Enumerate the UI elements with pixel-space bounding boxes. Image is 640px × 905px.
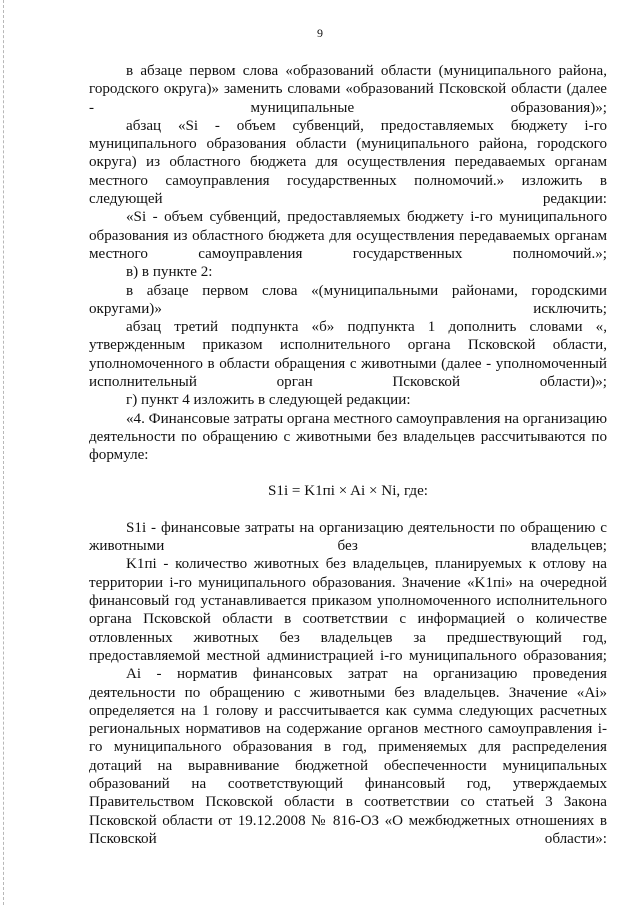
paragraph-5: в абзаце первом слова «(муниципальными районами, городскими округами)» исключить;: [89, 282, 607, 317]
page-edge-line: [3, 0, 4, 905]
paragraph-4: в) в пункте 2:: [126, 264, 213, 281]
paragraph-7: г) пункт 4 изложить в следующей редакции:: [126, 392, 411, 409]
definition-ai: Ai - норматив финансовых затрат на организацию проведения деятельности по обращению с животными без владельцев. Значение «Ai» определяется на 1 голову и рассчитывается как сумма следующих расчетных региональных нормативов на содержание органов местного самоуправления i-го муниципального образования в год, применяемых для распределения дотаций на выравнивание бюджетной обеспеченности муниципальных образований на соответствующий финансовый год, утверждаемых Правительством Псковской области в соответствии со статьей 3 Закона Псковской области от 19.12.2008 № 816-ОЗ «О межбюджетных отношениях в Псковской области»:: [89, 666, 607, 847]
paragraph-3: «Si - объем субвенций, предоставляемых бюджету i-го муниципального образования из областного бюджета для осуществления передаваемых органам местного самоуправления государственных полномочий.»;: [89, 209, 607, 262]
paragraph-1: в абзаце первом слова «образований области (муниципального района, городского округа)» заменить словами «образований Псковской области (далее - муниципальные образования)»;: [89, 63, 607, 116]
page-number: 9: [317, 26, 323, 40]
document-body: [89, 62, 607, 848]
definition-s1i: S1i - финансовые затраты на организацию деятельности по обращению с животными без владельцев;: [89, 519, 607, 555]
paragraph-6: абзац третий подпункта «б» подпункта 1 дополнить словами «, утвержденным приказом исполнительного органа Псковской области, уполномоченного в области обращения с животными (далее - уполномоченный исполнительный орган Псковской области)»;: [89, 319, 607, 391]
paragraph-8: «4. Финансовые затраты органа местного самоуправления на организацию деятельности по обращению с животными без владельцев рассчитываются по формуле:: [89, 410, 607, 464]
paragraph-2: абзац «Si - объем субвенций, предоставляемых бюджету i-го муниципального образования области (муниципального района, городского округа) из областного бюджета для осуществления передаваемых органам местного самоуправления государственных полномочий.» изложить в следующей редакции:: [89, 117, 607, 208]
definition-k1pi: K1пi - количество животных без владельцев, планируемых к отлову на территории i-го муниципального образования. Значение «K1пi» на очередной финансовый год устанавливается приказом уполномоченного исполнительного органа Псковской области в соответствии с информацией о количестве отловленных животных без владельцев за предшествующий год, предоставляемой местной администрацией i-го муниципального образования;: [89, 556, 607, 664]
formula: S1i = K1пi × Ai × Ni, где:: [268, 482, 428, 499]
